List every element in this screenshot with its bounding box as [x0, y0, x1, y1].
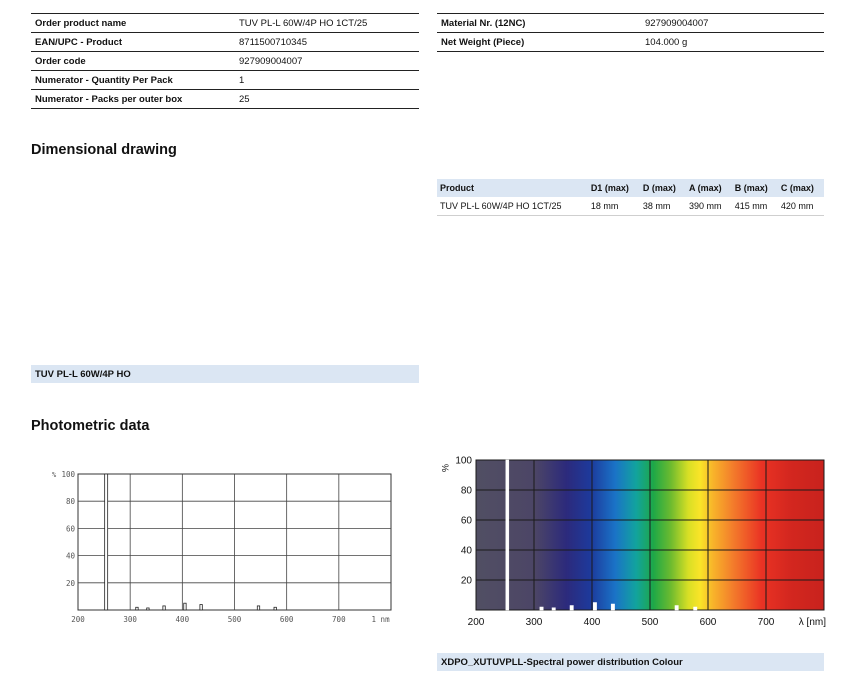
y-axis-label: % — [440, 464, 450, 473]
spec-label: Numerator - Packs per outer box — [31, 90, 235, 109]
spec-label: Material Nr. (12NC) — [437, 14, 641, 33]
spec-value: 927909004007 — [641, 14, 824, 33]
spectral-bar — [694, 607, 697, 610]
spec-row — [31, 52, 419, 71]
spectrum-caption: XDPO_XUTUVPLL-Spectral power distribution Colour — [437, 653, 824, 671]
spectral-bar — [147, 608, 149, 610]
dimensions-cell: 420 mm — [778, 197, 824, 215]
spec-label: Order code — [31, 52, 235, 71]
x-tick-label: λ [nm] — [798, 617, 827, 628]
dimensions-cell: 38 mm — [640, 197, 686, 215]
dimensions-cell: 390 mm — [686, 197, 732, 215]
spec-row — [437, 14, 824, 33]
y-tick-label: 60 — [460, 515, 472, 527]
x-tick-label: 400 — [175, 615, 190, 624]
y-tick-label: 60 — [65, 524, 75, 534]
spectral-bar — [163, 606, 165, 610]
x-tick-label: 600 — [279, 615, 294, 624]
spec-label: Numerator - Quantity Per Pack — [31, 71, 235, 90]
dimensions-column-header: Product — [437, 179, 588, 197]
dimensions-cell: 415 mm — [732, 197, 778, 215]
product-specs-table-right — [437, 13, 824, 52]
dimensions-cell: TUV PL-L 60W/4P HO 1CT/25 — [437, 197, 588, 215]
spec-row — [31, 71, 419, 90]
spec-row — [437, 33, 824, 52]
dimensions-column-header: C (max) — [778, 179, 824, 197]
spectral-chart-mono — [40, 462, 400, 632]
photometric-data-heading: Photometric data — [31, 418, 150, 434]
y-tick-label: 40 — [460, 545, 472, 557]
y-tick-label: 80 — [65, 497, 75, 507]
x-tick-label: 300 — [123, 615, 137, 624]
spec-value: 8711500710345 — [235, 33, 419, 52]
spec-value: 104.000 g — [641, 33, 824, 52]
y-tick-label: 80 — [460, 485, 472, 497]
x-tick-label: 700 — [757, 617, 775, 628]
dimensions-column-header: A (max) — [686, 179, 732, 197]
x-tick-label: 600 — [699, 617, 717, 628]
spectral-bar — [611, 604, 614, 610]
x-tick-label: 200 — [71, 615, 85, 624]
y-axis-label: % — [52, 471, 57, 479]
spectral-bar — [184, 603, 186, 610]
table-row — [437, 197, 824, 215]
spectral-chart-colour — [432, 450, 832, 630]
x-tick-label: 1 nm — [371, 615, 390, 624]
x-tick-label: 500 — [641, 617, 659, 628]
spectral-bar — [593, 603, 596, 611]
x-tick-label: 700 — [332, 615, 346, 624]
dimensions-column-header: D1 (max) — [588, 179, 640, 197]
x-tick-label: 500 — [227, 615, 242, 624]
dimensions-header-row — [437, 179, 824, 197]
spectral-bar — [105, 474, 108, 610]
spec-value: 927909004007 — [235, 52, 419, 71]
spec-row — [31, 90, 419, 109]
spectral-bar — [506, 460, 509, 610]
spectral-bar — [552, 608, 555, 610]
spectral-bar — [274, 607, 276, 610]
y-tick-label: 100 — [61, 470, 75, 479]
spec-label: EAN/UPC - Product — [31, 33, 235, 52]
y-tick-label: 100 — [455, 455, 472, 467]
y-tick-label: 40 — [65, 551, 75, 561]
x-tick-label: 300 — [525, 617, 543, 628]
dimensions-column-header: D (max) — [640, 179, 686, 197]
spectral-bar — [136, 607, 138, 610]
dimensions-table — [437, 179, 824, 216]
spec-row — [31, 14, 419, 33]
x-tick-label: 200 — [467, 617, 485, 628]
spec-label: Net Weight (Piece) — [437, 33, 641, 52]
spectral-bar — [540, 607, 543, 610]
y-tick-label: 20 — [65, 578, 75, 588]
spectral-bar — [200, 605, 202, 610]
product-specs-table-left — [31, 13, 419, 109]
spec-value: 1 — [235, 71, 419, 90]
spec-value: 25 — [235, 90, 419, 109]
spec-label: Order product name — [31, 14, 235, 33]
dimensional-drawing-heading: Dimensional drawing — [31, 142, 177, 158]
spectral-bar — [257, 606, 259, 610]
drawing-caption: TUV PL-L 60W/4P HO — [31, 365, 419, 383]
dimensions-column-header: B (max) — [732, 179, 778, 197]
y-tick-label: 20 — [460, 575, 472, 587]
spec-value: TUV PL-L 60W/4P HO 1CT/25 — [235, 14, 419, 33]
spectral-bar — [570, 606, 573, 611]
spec-row — [31, 33, 419, 52]
dimensions-cell: 18 mm — [588, 197, 640, 215]
spectral-bar — [675, 606, 678, 611]
x-tick-label: 400 — [583, 617, 601, 628]
